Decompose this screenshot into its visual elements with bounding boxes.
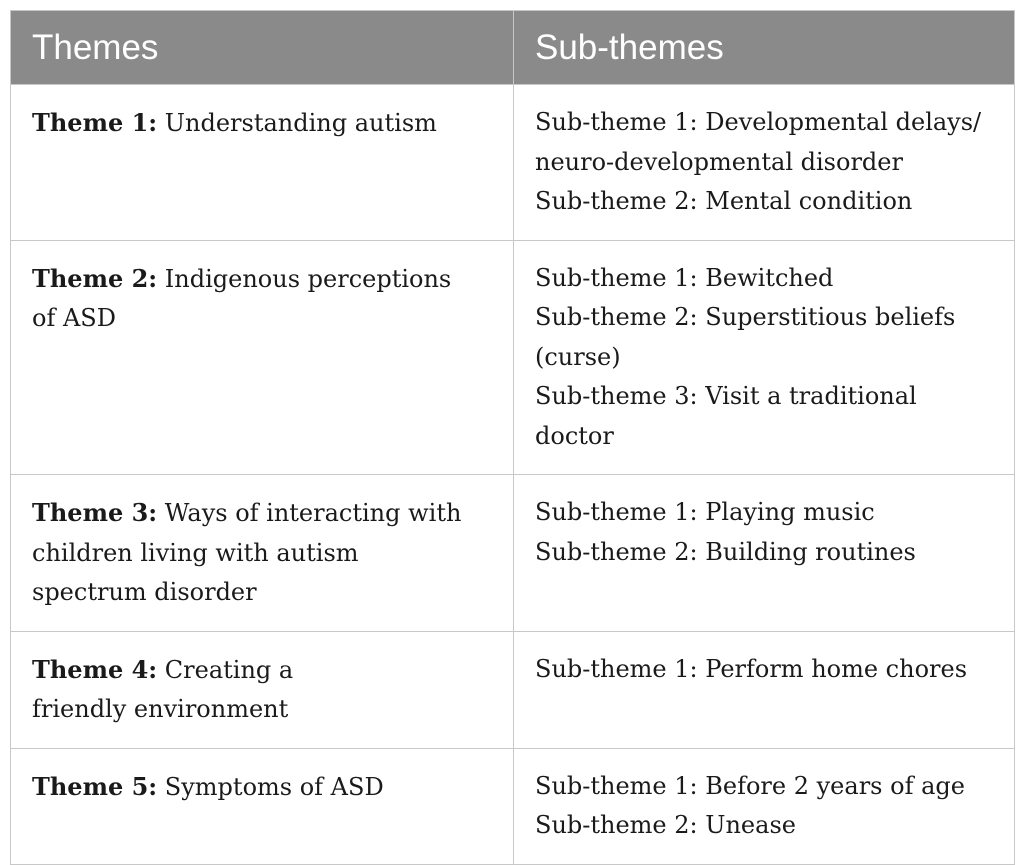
sub-themes-cell (514, 240, 1015, 475)
theme-line (32, 534, 501, 574)
sub-themes-cell (514, 475, 1015, 632)
theme-line (32, 299, 501, 339)
theme-label: Theme 2: (32, 263, 158, 293)
table-header (11, 11, 1015, 85)
theme-name: Understanding autism (164, 109, 437, 137)
sub-theme-line: Sub-theme 1: Playing music (535, 498, 875, 526)
theme-cell (11, 475, 514, 632)
sub-theme-line: Sub-theme 3: Visit a traditional doctor (535, 382, 917, 450)
theme-name: of ASD (32, 304, 116, 332)
sub-theme-line: Sub-theme 2: Unease (535, 811, 796, 839)
theme-label: Theme 1: (32, 108, 158, 137)
table-row (11, 631, 1015, 748)
theme-line (32, 103, 501, 144)
sub-theme-line: Sub-theme 2: Superstitious beliefs (535, 303, 956, 331)
header-row (11, 11, 1015, 85)
sub-theme-line: neuro-developmental disorder (535, 147, 903, 176)
theme-name: Symptoms of ASD (164, 772, 384, 801)
header-sub-themes: Sub-themes (514, 11, 1015, 85)
theme-name: Indigenous perceptions (164, 264, 452, 293)
theme-name: spectrum disorder (32, 578, 257, 606)
theme-name: Creating a (164, 655, 294, 684)
theme-line (32, 573, 501, 613)
theme-cell (11, 85, 514, 241)
header-themes: Themes (11, 11, 514, 85)
sub-theme-line: (curse) (535, 342, 621, 371)
table-body (11, 85, 1015, 865)
themes-table (10, 10, 1015, 865)
sub-theme-line: Sub-theme 2: Building routines (535, 537, 916, 566)
theme-line (32, 690, 501, 730)
theme-label: Theme 4: (32, 654, 158, 684)
theme-line (32, 493, 501, 534)
theme-label: Theme 3: (32, 498, 158, 527)
theme-cell (11, 748, 514, 864)
theme-line (32, 650, 501, 691)
theme-name: Ways of interacting with (164, 499, 462, 527)
table-row (11, 748, 1015, 864)
theme-name: children living with autism (32, 538, 359, 567)
sub-theme-line: Sub-theme 2: Mental condition (535, 187, 913, 215)
sub-themes-cell (514, 748, 1015, 864)
theme-line (32, 767, 501, 808)
sub-theme-line: Sub-theme 1: Developmental delays/ (535, 108, 982, 136)
sub-themes-cell (514, 85, 1015, 241)
sub-theme-line: Sub-theme 1: Before 2 years of age (535, 771, 965, 800)
theme-cell (11, 240, 514, 475)
table-row (11, 240, 1015, 475)
theme-label: Theme 5: (32, 771, 158, 801)
sub-theme-line: Sub-theme 1: Perform home chores (535, 654, 968, 683)
theme-name: friendly environment (32, 695, 289, 723)
table-row (11, 475, 1015, 632)
theme-line (32, 259, 501, 300)
theme-cell (11, 631, 514, 748)
table-row (11, 85, 1015, 241)
sub-theme-line: Sub-theme 1: Bewitched (535, 263, 834, 292)
sub-themes-cell (514, 631, 1015, 748)
